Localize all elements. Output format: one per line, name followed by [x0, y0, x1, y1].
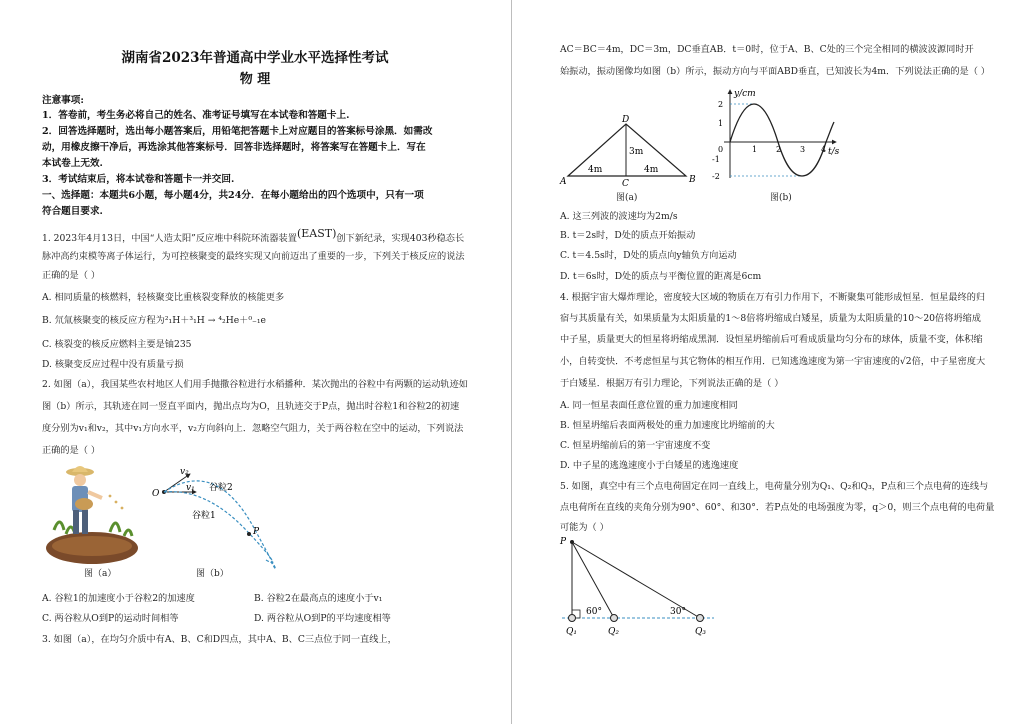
y-tick-neg2: -2: [712, 172, 720, 181]
q2-option-c: C. 两谷粒从O到P的运动时间相等: [42, 613, 179, 624]
vibration-graph: [710, 86, 850, 186]
y-axis-label: y/cm: [734, 89, 756, 99]
q4-option-b: B. 恒星坍缩后表面两极处的重力加速度比坍缩前的大: [560, 420, 775, 431]
notice-line: 1．答卷前，考生务必将自己的姓名、准考证号填写在本试卷和答题卡上.: [42, 110, 350, 121]
section-heading: 符合题目要求.: [42, 206, 103, 217]
point-a-label: A: [560, 177, 567, 187]
exam-title: 湖南省2023年普通高中学业水平选择性考试: [121, 50, 389, 66]
trajectory-diagram: [146, 460, 276, 570]
q2-option-d: D. 两谷粒从O到P的平均速度相等: [254, 613, 391, 624]
q3-fig-a-caption: 图(a): [616, 193, 638, 203]
right-page: [514, 0, 1024, 724]
q3-line-1: AC＝BC＝4m，DC＝3m，DC垂直AB．t＝0时，位于A、B、C处的三个完全相同的横波波源同时开: [560, 44, 974, 55]
notice-line: 本试卷上无效.: [42, 158, 103, 169]
q2-line-4: 正确的是（ ）: [42, 445, 101, 456]
q1-line-3: 正确的是（ ）: [42, 270, 101, 281]
angle-60-label: 60°: [586, 607, 602, 617]
x-tick-1: 1: [752, 145, 758, 154]
q1-option-c: C. 核裂变的核反应燃料主要是铀235: [42, 339, 192, 350]
grain-1-label: 谷粒1: [192, 511, 216, 521]
y-tick-neg1: -1: [712, 155, 720, 164]
q1-line-2: 脉冲高约束模等离子体运行，为可控核聚变的最终实现又向前迈出了重要的一步，下列关于核反应的说法: [42, 251, 465, 262]
point-b-label: B: [689, 175, 696, 185]
q2-label: Q₂: [608, 627, 619, 637]
q1-text-b: 创下新纪录，实现403秒稳态长: [336, 233, 465, 244]
q2-line-2: 图（b）所示，其轨迹在同一竖直平面内，抛出点均为O，且轨迹交于P点，抛出时谷粒1和谷粒2的初速: [42, 401, 460, 412]
x-tick-4: 4: [821, 145, 827, 154]
q3-line-2: 始振动，振动图像均如图（b）所示，振动方向与平面ABD垂直，已知波长为4m．下列说法正确的是（ ）: [560, 66, 990, 77]
q2-line-3: 度分别为v₁和v₂，其中v₁方向水平，v₂方向斜向上．忽略空气阻力，关于两谷粒在空中的运动，下列说法: [42, 423, 464, 434]
grain-2-label: 谷粒2: [209, 483, 233, 493]
q3-fig-b-caption: 图(b): [770, 193, 792, 203]
q1-label: Q₁: [566, 627, 577, 637]
point-c-label: C: [622, 179, 629, 189]
q2-option-b: B. 谷粒2在最高点的速度小于v₁: [254, 593, 383, 604]
y-tick-2: 2: [718, 100, 724, 109]
triangle-diagram: [558, 112, 708, 192]
ac-length-label: 4m: [588, 165, 603, 175]
notice-header: 注意事项:: [42, 95, 84, 106]
bc-length-label: 4m: [644, 165, 659, 175]
dc-length-label: 3m: [629, 147, 644, 157]
q2-option-a: A. 谷粒1的加速度小于谷粒2的加速度: [42, 593, 195, 604]
origin-label: O: [152, 489, 160, 499]
q1-option-b: B. 氘氚核聚变的核反应方程为²₁H＋³₁H → ⁴₂He＋⁰₋₁e: [42, 315, 266, 326]
point-p-label: P: [253, 527, 260, 537]
point-d-label: D: [622, 115, 630, 125]
charges-diagram: [558, 534, 724, 644]
sine-curve: [730, 104, 834, 176]
q1-line-1: [42, 227, 465, 245]
notice-line: 2．回答选择题时，选出每小题答案后，用铅笔把答题卡上对应题目的答案标号涂黑．如需改: [42, 126, 433, 137]
q3-option-b: B. t＝2s时，D处的质点开始振动: [560, 230, 696, 241]
q4-line-2: 宿与其质量有关，如果质量为太阳质量的1～8倍将坍缩成白矮星，质量为太阳质量的10～20倍将坍缩成: [560, 313, 981, 324]
left-page: [0, 0, 510, 724]
q5-line-1: 5. 如图，真空中有三个点电荷固定在同一直线上，电荷量分别为Q₁、Q₂和Q₃，P点和三个点电荷的连线与: [560, 481, 989, 492]
x-tick-2: 2: [776, 145, 782, 154]
q4-line-3: 中子星，质量更大的恒星将坍缩成黑洞．设恒星坍缩前后可看成质量均匀分布的球体，质量不变，体积缩: [560, 334, 983, 345]
q4-line-1: 4. 根据宇宙大爆炸理论，密度较大区域的物质在万有引力作用下，不断聚集可能形成恒星．恒星最终的归: [560, 292, 986, 303]
point-p-label: P: [560, 537, 567, 547]
q4-line-4: 小，自转变快．不考虑恒星与其它物体的相互作用．已知逃逸速度为第一宇宙速度的√2倍，中子星密度大: [560, 356, 986, 367]
v1-label: v₁: [186, 483, 195, 493]
q2-fig-a-caption: 图（a）: [84, 569, 117, 579]
q5-line-2: 点电荷所在直线的夹角分别为90°、60°、和30°．若P点处的电场强度为零，q＞0，则三个点电荷的电荷量: [560, 502, 995, 513]
q4-option-d: D. 中子星的逃逸速度小于白矮星的逃逸速度: [560, 460, 739, 471]
x-axis-label: t/s: [828, 147, 840, 157]
east-label: (EAST): [296, 227, 337, 240]
q3-option-a: A. 这三列波的波速均为2m/s: [560, 211, 678, 222]
notice-line: 动，用橡皮擦干净后，再选涂其他答案标号．回答非选择题时，将答案写在答题卡上．写在: [42, 142, 426, 153]
q1-option-d: D. 核聚变反应过程中没有质量亏损: [42, 359, 184, 370]
q1-text-a: 1. 2023年4月13日，中国“人造太阳”反应堆中科院环流器装置: [42, 233, 297, 244]
x-tick-3: 3: [800, 145, 806, 154]
v2-label: v₂: [180, 467, 189, 477]
q4-option-c: C. 恒星坍缩前后的第一宇宙速度不变: [560, 440, 711, 451]
q3-option-c: C. t＝4.5s时，D处的质点向y轴负方向运动: [560, 250, 737, 261]
farmer-illustration: [44, 460, 140, 566]
y-tick-0: 0: [718, 145, 724, 154]
section-heading: 一、选择题：本题共6小题，每小题4分，共24分．在每小题给出的四个选项中，只有一项: [42, 190, 424, 201]
q4-option-a: A. 同一恒星表面任意位置的重力加速度相同: [560, 400, 738, 411]
angle-30-label: 30°: [670, 607, 686, 617]
q3-option-d: D. t＝6s时，D处的质点与平衡位置的距离是6cm: [560, 271, 762, 282]
q5-line-3: 可能为（ ）: [560, 522, 609, 533]
q3-label: Q₃: [695, 627, 706, 637]
q1-option-a: A. 相同质量的核燃料，轻核聚变比重核裂变释放的核能更多: [42, 292, 285, 303]
y-tick-1: 1: [718, 119, 724, 128]
notice-line: 3．考试结束后，将本试卷和答题卡一并交回.: [42, 174, 235, 185]
q2-line-1: 2. 如图（a），我国某些农村地区人们用手抛撒谷粒进行水稻播种．某次抛出的谷粒中有两颗的运动轨迹如: [42, 379, 468, 390]
q4-line-5: 于白矮星．根据万有引力理论，下列说法正确的是（ ）: [560, 378, 784, 389]
subject-title: 物 理: [239, 72, 271, 87]
page-divider: [511, 0, 512, 724]
q2-fig-b-caption: 图（b）: [196, 569, 229, 579]
q3-start: 3. 如图（a），在均匀介质中有A、B、C和D四点，其中A、B、C三点位于同一直线上，: [42, 634, 397, 645]
